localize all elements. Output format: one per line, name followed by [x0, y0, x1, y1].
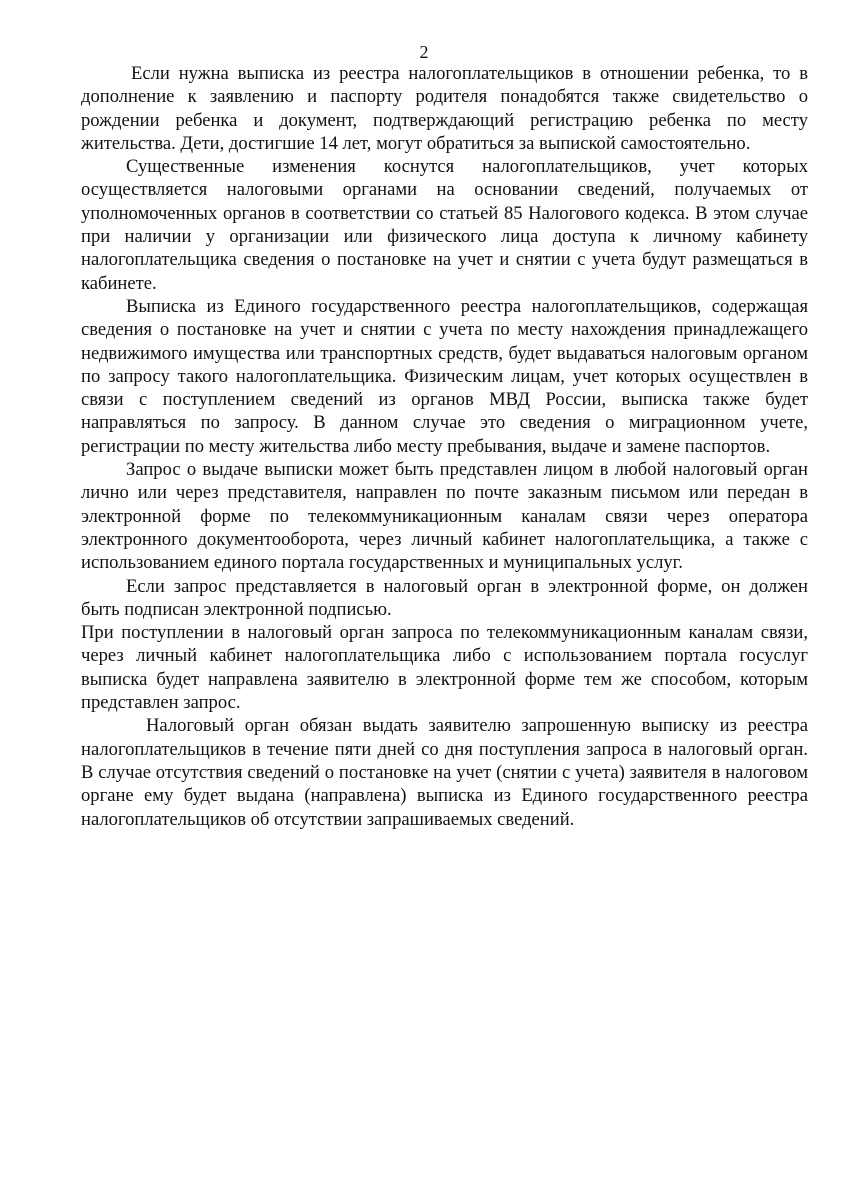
document-body [81, 62, 808, 831]
page-number: 2 [419, 42, 429, 62]
paragraph-child-extract: Если нужна выписка из реестра налогоплательщиков в отношении ребенка, то в дополнение к заявлению и паспорту родителя понадобятся также свидетельство о рождении ребенка и документ, подтверждающий регистрацию ребенка по месту жительства. Дети, достигшие 14 лет, могут обратиться за выпиской самостоятельно. [81, 63, 808, 154]
paragraph-registry-extract: Выписка из Единого государственного реестра налогоплательщиков, содержащая сведения о постановке на учет и снятии с учета по месту нахождения принадлежащего недвижимого имущества или транспортных средств, будет выдаваться налоговым органом по запросу такого налогоплательщика. Физическим лицам, учет которых осуществлен в связи с поступлением сведений из органов МВД России, выписка также будет направляться по запросу. В данном случае это сведения о миграционном учете, регистрации по месту жительства либо месту пребывания, выдаче и замене паспортов. [81, 295, 808, 457]
paragraph-significant-changes: Существенные изменения коснутся налогоплательщиков, учет которых осуществляется налоговыми органами на основании сведений, получаемых от уполномоченных органов в соответствии со статьей 85 Налогового кодекса. В этом случае при наличии у организации или физического лица доступа к личному кабинету налогоплательщика сведения о постановке на учет и снятии с учета будут размещаться в кабинете. [81, 156, 808, 294]
paragraph-electronic-response: При поступлении в налоговый орган запроса по телекоммуникационным каналам связи, через личный кабинет налогоплательщика либо с использованием портала госуслуг выписка будет направлена заявителю в электронной форме тем же способом, которым представлен запрос. [81, 622, 808, 714]
paragraph-request-submission: Запрос о выдаче выписки может быть представлен лицом в любой налоговый орган лично или через представителя, направлен по почте заказным письмом или передан в электронной форме по телекоммуникационным каналам связи через оператора электронного документооборота, через личный кабинет налогоплательщика, а также с использованием единого портала государственных и муниципальных услуг. [81, 459, 808, 574]
paragraph-electronic-signature: Если запрос представляется в налоговый орган в электронной форме, он должен быть подписан электронной подписью. [81, 575, 808, 620]
paragraph-issue-deadline: Налоговый орган обязан выдать заявителю запрошенную выписку из реестра налогоплательщиков в течение пяти дней со дня поступления запроса в налоговый орган. В случае отсутствия сведений о постановке на учет (снятии с учета) заявителя в налоговом органе ему будет выдана (направлена) выписка из Единого государственного реестра налогоплательщиков об отсутствии запрашиваемых сведений. [81, 715, 808, 830]
